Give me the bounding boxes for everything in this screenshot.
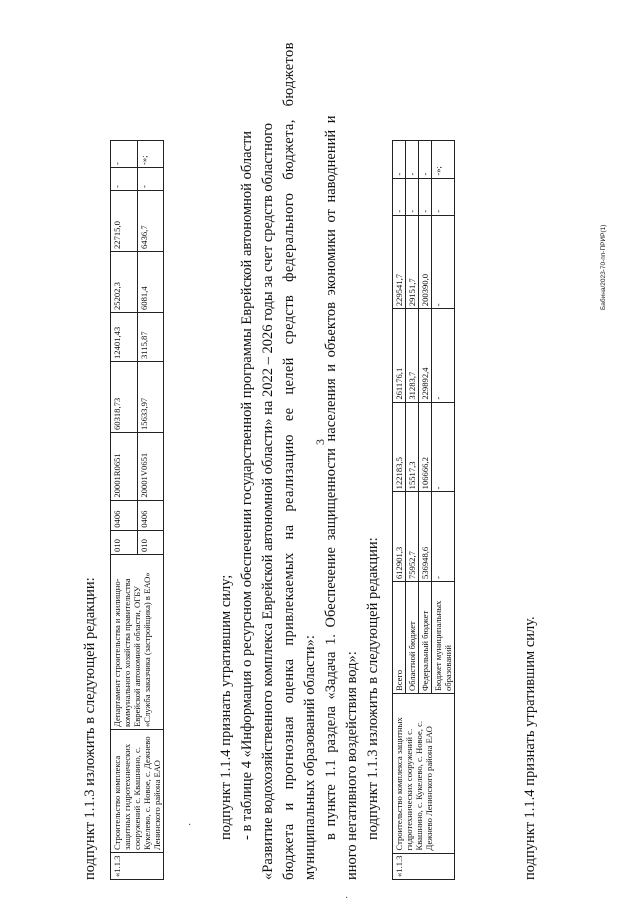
table-cell: 0406 (137, 500, 164, 530)
table-row (111, 141, 138, 880)
source-cell: Федеральный бюджет (419, 582, 432, 694)
table-row (393, 141, 406, 880)
table-cell: 261176,1 (393, 309, 406, 402)
table-cell: - (393, 178, 406, 215)
measure-name-cell: Строительство комплекса защитных гидротехнических сооружений с. Квашнино, с. Кукелево, с. Новое, с. Дежнево Ленинского района ЕАО (393, 694, 455, 853)
table-cell: 22715,0 (111, 191, 138, 252)
table-cell: 25202,3 (111, 252, 138, 313)
text-line: иного негативного воздействия вод»: (344, 651, 360, 880)
text-line: подпункт 1.1.3 изложить в следующей редакции: (365, 537, 381, 840)
final-text: подпункт 1.1.4 признать утратившим силу. (522, 616, 538, 880)
table-cell: 010 (137, 530, 164, 554)
table-cell: 75952,7 (406, 492, 419, 582)
text-line: подпункт 1.1.4 признать утратившим силу; (218, 574, 234, 840)
executor-cell: Департамент строительства и жилищно-коммунального хозяйства правительства Еврейской автономной области, ОГБУ «Служба заказчика (застройщика) в ЕАО» (111, 555, 164, 730)
footer-code: Бабина/2023-70-пп-ПРИР(1) (600, 224, 607, 310)
table-cell: - (111, 168, 138, 191)
table-cell: - (111, 141, 138, 168)
table-cell: 229892,4 (419, 309, 432, 402)
table-cell: 6081,4 (137, 252, 164, 313)
table-cell: 612901,3 (393, 492, 406, 582)
table-cell: 3115,87 (137, 313, 164, 362)
text-line: бюджета и прогнозная оценка привлекаемых на реализацию ее целей средств федерального бюджета, бюджетов (281, 42, 297, 880)
scan-speck: · (188, 820, 192, 831)
table-cell: 15633,97 (137, 362, 164, 433)
row-number-cell: «1.1.3 (393, 853, 455, 879)
table-cell: 010 (111, 530, 138, 554)
source-cell: Областной бюджет (406, 582, 419, 694)
table-cell: 229541,7 (393, 215, 406, 308)
table-cell: 20001V0651 (137, 433, 164, 501)
scan-speck: · (345, 893, 349, 904)
table-cell: - (137, 168, 164, 191)
measure-name-cell: Строительство комплекса защитных гидротехнических сооружений с. Квашнино, с. Кукелево, с. Новое, с. Дежнево Ленинского района ЕАО (111, 730, 164, 853)
table-cell: 20001R0651 (111, 433, 138, 501)
table-cell: 15517,3 (406, 402, 419, 492)
table-cell: 29151,7 (406, 215, 419, 308)
table-cell: 536948,6 (419, 492, 432, 582)
table-cell: 31283,7 (406, 309, 419, 402)
table-cell: - (419, 141, 432, 179)
rotated-content (80, 0, 639, 880)
table-cell: 12401,43 (111, 313, 138, 362)
source-cell: Бюджет муниципальных образований (432, 582, 455, 694)
table-cell: 106666,2 (419, 402, 432, 492)
table-cell: - (393, 141, 406, 179)
page-number: 3 (313, 439, 327, 445)
table-cell: -»; (137, 141, 164, 168)
funding-table-1 (110, 140, 164, 880)
table-cell: - (432, 215, 455, 308)
source-cell: Всего (393, 582, 406, 694)
table-cell: - (406, 178, 419, 215)
table-cell: - (419, 178, 432, 215)
text-line: в пункте 1.1 раздела «Задача 1. Обеспечение защищенности населения и объектов экономики от наводнений и (323, 115, 339, 840)
funding-table-2 (392, 140, 455, 880)
row-number-cell: «1.1.3 (111, 853, 164, 880)
table-cell: - (432, 402, 455, 492)
table-cell: - (432, 492, 455, 582)
table-cell: - (432, 309, 455, 402)
table-cell: 0406 (111, 500, 138, 530)
intro-text-1: подпункт 1.1.3 изложить в следующей редакции: (82, 577, 98, 880)
table-cell: - (432, 178, 455, 215)
table-cell: 6436,7 (137, 191, 164, 252)
text-line: «Развитие водохозяйственного комплекса Еврейской автономной области» на 2022 – 2026 годы за счет средств областного (260, 123, 276, 880)
text-line: - в таблице 4 «Информация о ресурсном обеспечении государственной программы Еврейской автономной области (239, 130, 255, 840)
text-line: муниципальных образований области»: (302, 635, 318, 880)
table-cell: - (406, 141, 419, 179)
table-cell: -»; (432, 141, 455, 179)
table-cell: 60318,73 (111, 362, 138, 433)
table-cell: 122183,5 (393, 402, 406, 492)
table-cell: 200390,0 (419, 215, 432, 308)
